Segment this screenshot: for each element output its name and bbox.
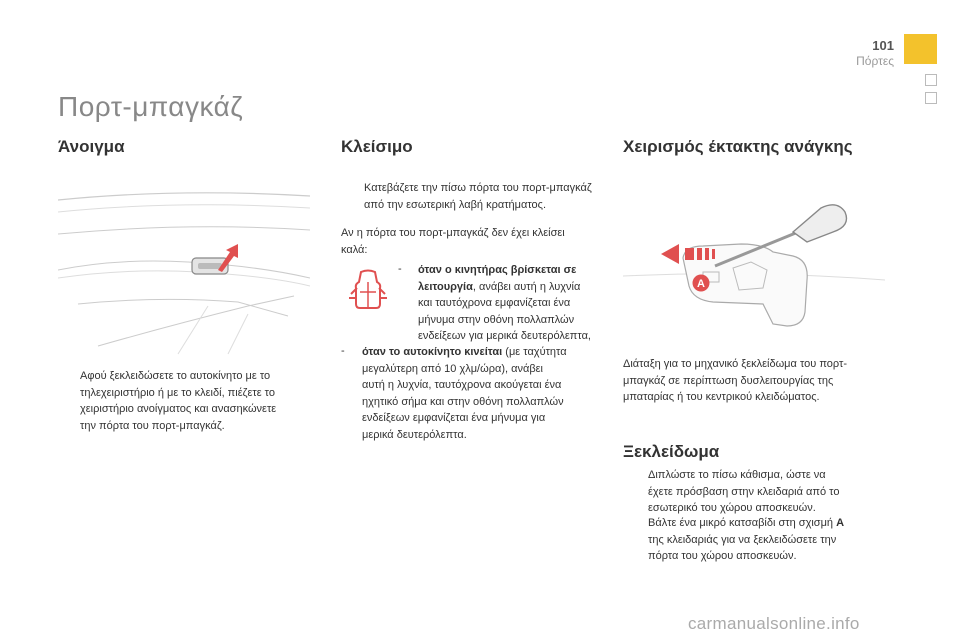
marker-a-label: A bbox=[697, 278, 705, 290]
page-number: 101 bbox=[872, 38, 894, 53]
closing-item1-bold-end: λειτουργία bbox=[418, 280, 473, 293]
screwdriver bbox=[793, 205, 847, 242]
tailgate-handle-illustration bbox=[58, 186, 310, 356]
closing-item1-bold: όταν ο κινητήρας βρίσκεται σε bbox=[418, 264, 577, 276]
push-arrow-icon bbox=[661, 244, 679, 264]
closing-item2-line: αυτή η λυχνία, ταυτόχρονα ακούγεται ένα bbox=[362, 379, 562, 391]
unlocking-heading: Ξεκλείδωμα bbox=[623, 442, 720, 461]
open-door-warning-lamp-icon bbox=[347, 268, 389, 314]
closing-item1-line2 bbox=[418, 279, 618, 296]
closing-item1-rest: , ανάβει αυτή η λυχνία bbox=[472, 280, 581, 293]
closing-instruction-line: Κατεβάζετε την πίσω πόρτα του πορτ-μπαγκάζ bbox=[364, 182, 592, 194]
closing-item1-line: μήνυμα στην οθόνη πολλαπλών bbox=[418, 313, 575, 326]
unlocking-step2-line1 bbox=[648, 515, 888, 532]
unlocking-step2 bbox=[648, 515, 888, 565]
closing-item2-line: μερικά δευτερόλεπτα. bbox=[362, 428, 467, 441]
closing-item1-line: ενδείξεων για μερικά δευτερόλεπτα, bbox=[418, 330, 591, 342]
opening-heading: Άνοιγμα bbox=[58, 137, 125, 156]
emergency-text-line: Διάταξη για το μηχανικό ξεκλείδωμα του πορτ- bbox=[623, 358, 847, 370]
closing-instruction bbox=[364, 180, 624, 213]
closing-item2 bbox=[362, 344, 622, 443]
closing-item1-line: και ταυτόχρονα εμφανίζεται ένα bbox=[418, 297, 571, 309]
chapter-tab-marker-2 bbox=[925, 92, 937, 104]
section-name: Πόρτες bbox=[856, 54, 894, 68]
closing-item2-dash: - bbox=[341, 345, 345, 357]
closing-instruction-line: από την εσωτερική λαβή κρατήματος. bbox=[364, 198, 547, 211]
unlocking-step2-text: Βάλτε ένα μικρό κατσαβίδι στη σχισμή bbox=[648, 517, 837, 529]
emergency-heading: Χειρισμός έκτακτης ανάγκης bbox=[623, 137, 853, 156]
opening-text-line: την πόρτα του πορτ-μπαγκάζ. bbox=[80, 419, 225, 432]
closing-item2-line: μεγαλύτερη από 10 χλμ/ώρα), ανάβει bbox=[362, 362, 543, 375]
closing-intro-line: Αν η πόρτα του πορτ-μπαγκάζ δεν έχει κλείσει bbox=[341, 227, 565, 239]
closing-item2-line: ηχητικό σήμα και στην οθόνη πολλαπλών bbox=[362, 395, 564, 408]
closing-intro-line: καλά: bbox=[341, 243, 368, 256]
emergency-text bbox=[623, 356, 893, 406]
opening-text-line: Αφού ξεκλειδώσετε το αυτοκίνητο με το bbox=[80, 370, 271, 382]
closing-item2-bold: όταν το αυτοκίνητο κινείται bbox=[362, 346, 503, 358]
emergency-text-line: μπαταρίας ή του κεντρικού κλειδώματος. bbox=[623, 391, 820, 403]
closing-item2-line: ενδείξεων εμφανίζεται ένα μήνυμα για bbox=[362, 412, 546, 424]
closing-intro bbox=[341, 225, 621, 258]
closing-item1-dash: - bbox=[398, 263, 402, 275]
unlocking-step1-line: έχετε πρόσβαση στην κλειδαριά από το bbox=[648, 485, 840, 498]
page-title: Πορτ-μπαγκάζ bbox=[58, 91, 244, 122]
unlocking-step2-marker: A bbox=[836, 517, 845, 529]
closing-heading: Κλείσιμο bbox=[341, 137, 413, 156]
opening-text-line: χειριστήριο ανοίγματος και ανασηκώνετε bbox=[80, 403, 277, 415]
closing-item1 bbox=[418, 262, 618, 345]
chapter-tab-marker-1 bbox=[925, 74, 937, 86]
closing-item2-line1 bbox=[362, 344, 622, 361]
unlocking-step2-line: πόρτα του χώρου αποσκευών. bbox=[648, 550, 797, 562]
closing-item2-rest: (με ταχύτητα bbox=[502, 346, 567, 358]
unlocking-step1-line: εσωτερικό του χώρου αποσκευών. bbox=[648, 502, 816, 514]
watermark: carmanualsonline.info bbox=[688, 614, 860, 633]
unlocking-step1-line: Διπλώστε το πίσω κάθισμα, ώστε να bbox=[648, 469, 826, 481]
opening-text bbox=[80, 368, 320, 434]
opening-text-line: τηλεχειριστήριο ή με το κλειδί, πιέζετε το bbox=[80, 386, 275, 399]
chapter-tab bbox=[904, 34, 937, 64]
unlocking-step1 bbox=[648, 467, 888, 517]
emergency-lock-illustration bbox=[623, 186, 885, 346]
emergency-text-line: μπαγκάζ σε περίπτωση δυσλειτουργίας της bbox=[623, 374, 834, 387]
unlocking-step2-line: της κλειδαριάς για να ξεκλειδώσετε την bbox=[648, 533, 837, 546]
